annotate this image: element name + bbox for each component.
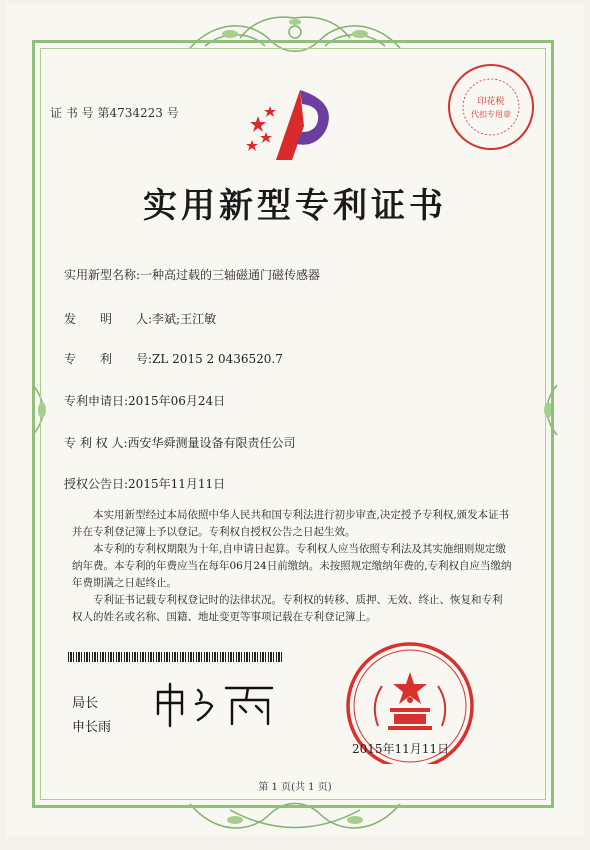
director-signature <box>150 680 280 730</box>
paragraph-register: 专利证书记载专利权登记时的法律状况。专利权的转移、质押、无效、终止、恢复和专利权人的姓名或名称、国籍、地址变更等事项记载在专利登记簿上。 <box>72 594 503 623</box>
certificate-number: 证 书 号 第4734223 号 <box>50 106 179 120</box>
field-value: 李斌;王江敏 <box>152 312 217 326</box>
field-label: 专 利 权 人: <box>64 436 128 450</box>
page-number: 第 1 页(共 1 页) <box>258 782 332 793</box>
director-name: 申长雨 <box>72 720 112 735</box>
paragraph-term: 本专利的专利权期限为十年,自申请日起算。专利权人应当依照专利法及其实施细则规定缴纳年费。本专利的年费应当在每年06月24日前缴纳。未按照规定缴纳年费的,专利权自应当缴纳年费期满之日起终止。 <box>72 543 512 589</box>
field-value: 2015年11月11日 <box>128 477 226 491</box>
field-inventor <box>64 310 216 327</box>
certificate-title: 实用新型专利证书 <box>143 186 447 226</box>
field-label: 实用新型名称: <box>64 268 141 282</box>
field-patentee <box>64 434 296 451</box>
field-utility-model-name <box>64 266 320 283</box>
field-label: 专利申请日: <box>64 394 129 408</box>
barcode <box>68 652 283 662</box>
issue-date: 2015年11月11日 <box>352 742 450 756</box>
director-title: 局长 <box>72 696 99 711</box>
patent-office-logo <box>240 86 340 164</box>
field-application-date <box>64 392 225 409</box>
field-grant-announcement-date <box>64 475 225 492</box>
seal-text-line1: 印花税 <box>477 97 505 107</box>
field-value: 西安华舜测量设备有限责任公司 <box>127 436 296 450</box>
field-value: 一种高过载的三轴磁通门磁传感器 <box>140 268 321 282</box>
stamp-duty-seal <box>446 62 536 152</box>
field-label: 专 利 号: <box>64 352 153 366</box>
paragraph-grant: 本实用新型经过本局依照中华人民共和国专利法进行初步审查,决定授予专利权,颁发本证书并在专利登记簿上予以登记。专利权自授权公告之日起生效。 <box>72 509 510 538</box>
field-value: ZL 2015 2 0436520.7 <box>152 352 283 366</box>
field-patent-number <box>64 350 283 367</box>
field-value: 2015年06月24日 <box>128 394 226 408</box>
field-label: 发 明 人: <box>64 312 153 326</box>
field-label: 授权公告日: <box>64 477 129 491</box>
seal-text-line2: 代扣专用章 <box>471 110 511 119</box>
